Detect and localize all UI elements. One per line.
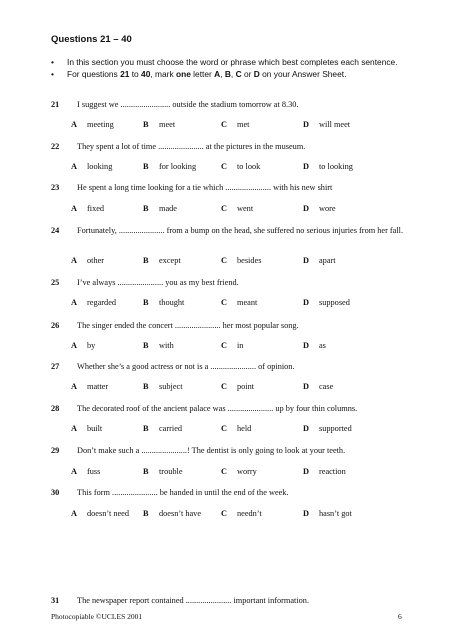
instruction-line	[51, 57, 398, 67]
bullet-icon: •	[51, 57, 54, 67]
answer-option	[303, 298, 350, 307]
answer-option	[143, 162, 196, 171]
option-text: doesn’t have	[159, 509, 202, 518]
answer-option	[221, 162, 260, 171]
option-text: other	[87, 256, 105, 265]
option-letter: B	[143, 162, 149, 171]
option-text: trouble	[159, 467, 183, 476]
option-text: needn’t	[237, 509, 262, 518]
option-text: to look	[237, 162, 261, 171]
answer-option	[303, 467, 346, 476]
option-letter: A	[71, 256, 77, 265]
option-letter: B	[143, 509, 149, 518]
answer-option	[143, 424, 182, 433]
option-text: case	[319, 382, 334, 391]
option-text: thought	[159, 298, 185, 307]
option-text: apart	[319, 256, 336, 265]
option-letter: B	[143, 382, 149, 391]
instruction-text: letter	[190, 69, 215, 79]
option-text: besides	[237, 256, 262, 265]
answer-option	[303, 424, 352, 433]
question-number: 30	[51, 488, 60, 497]
instruction-text: or	[241, 69, 254, 79]
question-number: 24	[51, 226, 60, 235]
question-number: 29	[51, 446, 60, 455]
answer-option	[221, 509, 262, 518]
answer-option	[143, 382, 183, 391]
option-text: except	[159, 256, 181, 265]
instruction-text: , mark	[150, 69, 176, 79]
answer-option	[71, 424, 102, 433]
option-text: made	[159, 204, 177, 213]
option-text: wore	[319, 204, 336, 213]
answer-options	[71, 509, 451, 521]
option-text: met	[237, 120, 250, 129]
option-letter: B	[143, 298, 149, 307]
answer-options	[71, 204, 451, 216]
option-text: fuss	[87, 467, 101, 476]
question-text: Fortunately, ...................... from a bump on the head, she suffered no serious injuries from her fall.	[77, 226, 404, 235]
answer-option	[71, 204, 104, 213]
question-text: The decorated roof of the ancient palace was ...................... up by four thin columns.	[77, 404, 358, 413]
option-letter: C	[221, 467, 227, 476]
option-letter: D	[303, 256, 309, 265]
option-text: meet	[159, 120, 176, 129]
answer-option	[221, 120, 249, 129]
option-letter: C	[221, 256, 227, 265]
question-number: 25	[51, 278, 60, 287]
option-letter: C	[221, 341, 227, 350]
option-letter: C	[221, 509, 227, 518]
option-text: in	[237, 341, 244, 350]
option-text: with	[159, 341, 174, 350]
answer-option	[303, 256, 336, 265]
option-text: doesn’t need	[87, 509, 130, 518]
option-text: meant	[237, 298, 258, 307]
question-text: He spent a long time looking for a tie which ...................... with his new shirt	[77, 183, 333, 192]
option-letter: C	[221, 120, 227, 129]
answer-options	[71, 256, 451, 268]
option-text: to looking	[319, 162, 353, 171]
answer-option	[71, 256, 104, 265]
answer-option	[71, 382, 108, 391]
instruction-text: In this section you must choose the word or phrase which best completes each sentence.	[67, 57, 398, 67]
option-letter: D	[303, 298, 309, 307]
answer-option	[71, 341, 95, 350]
option-letter: B	[143, 467, 149, 476]
option-text: regarded	[87, 298, 117, 307]
option-letter: A	[71, 341, 77, 350]
answer-option	[221, 424, 251, 433]
question-number: 31	[51, 596, 60, 605]
option-text: fixed	[87, 204, 105, 213]
option-text: subject	[159, 382, 183, 391]
answer-options	[71, 382, 451, 394]
option-text: hasn’t got	[319, 509, 352, 518]
option-text: supported	[319, 424, 352, 433]
option-letter: C	[221, 424, 227, 433]
question-text: The singer ended the concert ...................... her most popular song.	[77, 321, 299, 330]
answer-option	[221, 256, 261, 265]
option-letter: A	[71, 382, 77, 391]
option-letter: D	[303, 162, 309, 171]
option-text: built	[87, 424, 103, 433]
option-letter: D	[303, 382, 309, 391]
answer-option	[303, 162, 353, 171]
option-letter: B	[143, 341, 149, 350]
option-text: meeting	[87, 120, 114, 129]
instruction-line	[51, 69, 346, 79]
option-text: reaction	[319, 467, 346, 476]
answer-option	[221, 204, 253, 213]
option-text: as	[319, 341, 326, 350]
answer-option	[303, 509, 352, 518]
question-text: I suggest we ........................ outside the stadium tomorrow at 8.30.	[77, 100, 299, 109]
option-letter: D	[303, 120, 309, 129]
option-letter: D	[303, 341, 309, 350]
question-number: 28	[51, 404, 60, 413]
option-letter: B	[143, 120, 149, 129]
instruction-text: B	[224, 69, 231, 79]
answer-options	[71, 120, 451, 132]
option-letter: C	[221, 382, 227, 391]
instruction-text: For questions	[67, 69, 121, 79]
option-letter: D	[303, 509, 309, 518]
option-text: by	[87, 341, 96, 350]
answer-options	[71, 162, 451, 174]
bullet-icon: •	[51, 69, 54, 79]
instruction-text: 40	[141, 69, 151, 79]
answer-option	[143, 341, 174, 350]
option-letter: D	[303, 424, 309, 433]
question-text: They spent a lot of time ...................... at the pictures in the museum.	[77, 142, 306, 151]
option-letter: A	[71, 204, 77, 213]
option-letter: A	[71, 509, 77, 518]
answer-option	[221, 467, 257, 476]
answer-option	[221, 298, 257, 307]
answer-options	[71, 467, 451, 479]
footer-copyright: Photocopiable ©UCLES 2001	[51, 612, 143, 621]
answer-option	[303, 120, 350, 129]
answer-options	[71, 298, 451, 310]
option-text: will meet	[319, 120, 351, 129]
answer-option	[221, 341, 243, 350]
question-text: This form ...................... be handed in until the end of the week.	[77, 488, 289, 497]
option-text: went	[237, 204, 254, 213]
answer-options	[71, 341, 451, 353]
answer-option	[71, 120, 114, 129]
question-text: I’ve always ...................... you as my best friend.	[77, 278, 239, 287]
option-letter: A	[71, 467, 77, 476]
section-heading: Questions 21 – 40	[51, 34, 132, 45]
option-text: held	[237, 424, 252, 433]
page-number: 6	[398, 612, 402, 621]
instruction-text: to	[129, 69, 142, 79]
answer-option	[303, 341, 326, 350]
option-letter: A	[71, 162, 77, 171]
answer-option	[221, 382, 254, 391]
option-letter: C	[221, 204, 227, 213]
answer-option	[143, 256, 181, 265]
answer-option	[143, 467, 183, 476]
option-letter: C	[221, 298, 227, 307]
option-letter: C	[221, 162, 227, 171]
option-text: for looking	[159, 162, 197, 171]
option-letter: D	[303, 204, 309, 213]
question-number: 21	[51, 100, 60, 109]
option-letter: A	[71, 424, 77, 433]
option-letter: B	[143, 204, 149, 213]
option-text: worry	[237, 467, 257, 476]
option-text: looking	[87, 162, 113, 171]
instruction-text: ,	[230, 69, 236, 79]
answer-options	[71, 424, 451, 436]
instruction-text: A	[214, 69, 221, 79]
question-number: 23	[51, 183, 60, 192]
answer-option	[71, 509, 129, 518]
answer-option	[143, 509, 201, 518]
option-letter: D	[303, 467, 309, 476]
answer-option	[143, 298, 184, 307]
question-text: The newspaper report contained ...................... important information.	[77, 596, 310, 605]
answer-option	[71, 298, 116, 307]
option-letter: B	[143, 424, 149, 433]
instruction-text: D	[253, 69, 260, 79]
option-letter: B	[143, 256, 149, 265]
answer-option	[143, 204, 177, 213]
instruction-text: ,	[220, 69, 225, 79]
option-text: supposed	[319, 298, 350, 307]
option-text: matter	[87, 382, 109, 391]
instruction-text: C	[235, 69, 242, 79]
question-number: 22	[51, 142, 60, 151]
question-text: Don’t make such a ......................! The dentist is only going to look at your teeth.	[77, 446, 346, 455]
instruction-text: 21	[120, 69, 130, 79]
question-text: Whether she’s a good actress or not is a ...................... of opinion.	[77, 362, 295, 371]
question-number: 27	[51, 362, 60, 371]
answer-option	[303, 204, 336, 213]
option-letter: A	[71, 120, 77, 129]
answer-option	[71, 162, 112, 171]
answer-option	[71, 467, 100, 476]
option-letter: A	[71, 298, 77, 307]
question-number: 26	[51, 321, 60, 330]
option-text: point	[237, 382, 255, 391]
answer-option	[303, 382, 333, 391]
instruction-text: on your Answer Sheet.	[259, 69, 347, 79]
option-text: carried	[159, 424, 183, 433]
answer-option	[143, 120, 175, 129]
instruction-text: one	[175, 69, 191, 79]
